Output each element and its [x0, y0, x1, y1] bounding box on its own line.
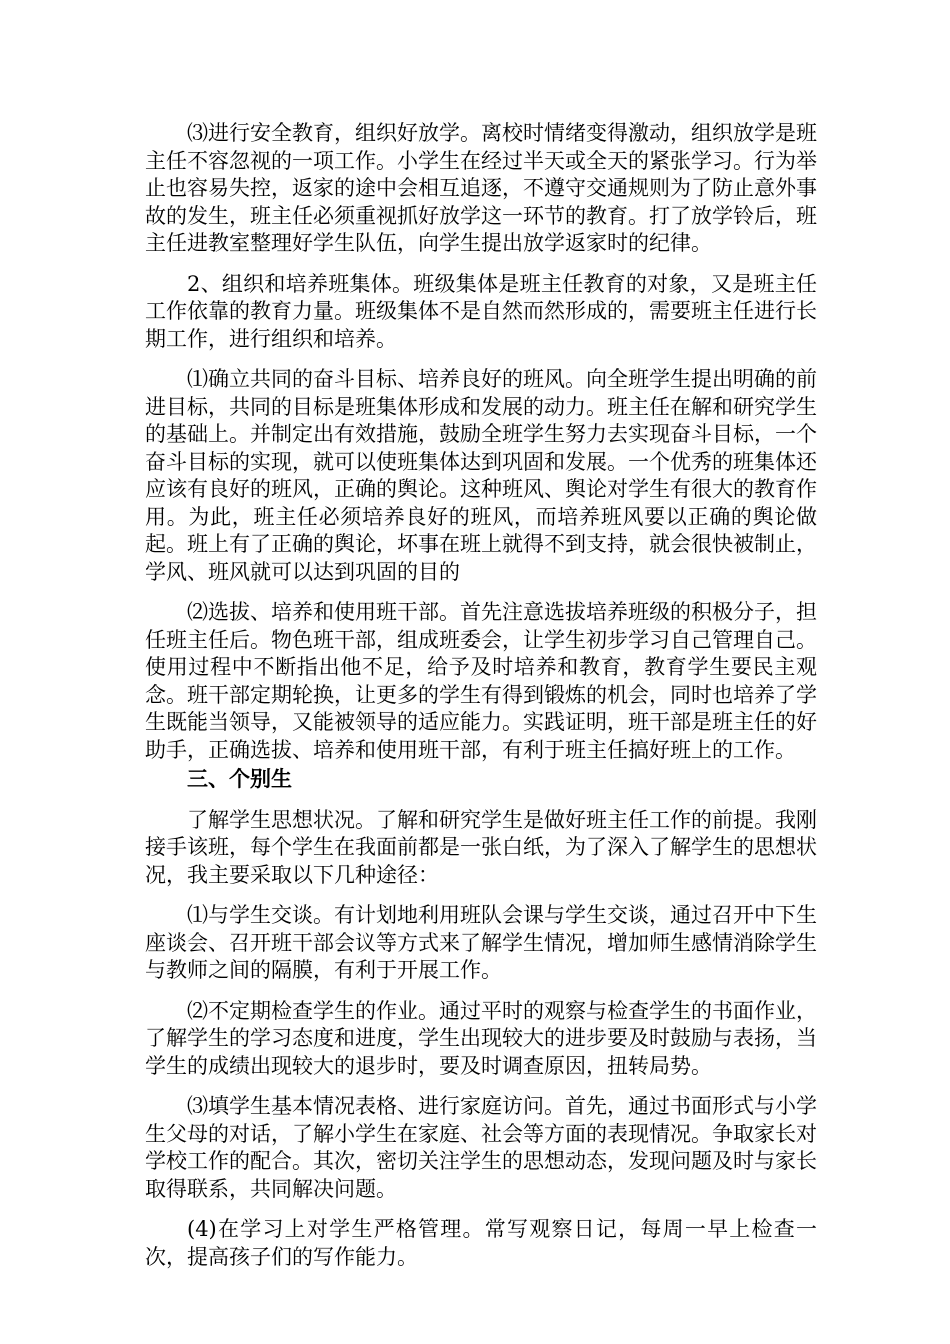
paragraph-safety-education: ⑶进行安全教育，组织好放学。离校时情绪变得激动，组织放学是班主任不容忽视的一项工作。小学生在经过半天或全天的紧张学习。行为举止也容易失控，返家的途中会相互追逐，不遵守交通规则为了防止意外事故的发生，班主任必须重视抓好放学这一环节的教育。打了放学铃后，班主任进教室整理好学生队伍，向学生提出放学返家时的纪律。: [145, 121, 817, 255]
paragraph-common-goal: ⑴确立共同的奋斗目标、培养良好的班风。向全班学生提出明确的前进目标，共同的目标是班集体形成和发展的动力。班主任在解和研究学生的基础上。并制定出有效措施，鼓励全班学生努力去实现奋斗目标，一个奋斗目标的实现，就可以使班集体达到巩固和发展。一个优秀的班集体还应该有良好的班风，正确的舆论。这种班风、舆论对学生有很大的教育作用。为此，班主任必须培养良好的班风，而培养班风要以正确的舆论做起。班上有了正确的舆论，坏事在班上就得不到支持，就会很快被制止，学风、班风就可以达到巩固的目的: [145, 367, 817, 584]
section-heading: 三、个别生: [187, 767, 292, 791]
document-page: [145, 120, 817, 1271]
paragraph-strict-management: (4)在学习上对学生严格管理。常写观察日记，每周一早上检查一次，提高孩子们的写作能力。: [145, 1217, 817, 1269]
paragraph-class-collective: 2、组织和培养班集体。班级集体是班主任教育的对象，又是班主任工作依靠的教育力量。班级集体不是自然而然形成的，需要班主任进行长期工作，进行组织和培养。: [145, 271, 817, 351]
paragraph-talk-with-students: ⑴与学生交谈。有计划地利用班队会课与学生交谈，通过召开中下生座谈会、召开班干部会议等方式来了解学生情况，增加师生感情消除学生与教师之间的隔膜，有利于开展工作。: [145, 903, 817, 982]
paragraph-home-visits: ⑶填学生基本情况表格、进行家庭访问。首先，通过书面形式与小学生父母的对话，了解小学生在家庭、社会等方面的表现情况。争取家长对学校工作的配合。其次，密切关注学生的思想动态，发现问题及时与家长取得联系，共同解决问题。: [145, 1094, 817, 1201]
paragraph-class-cadres: ⑵选拔、培养和使用班干部。首先注意选拔培养班级的积极分子，担任班主任后。物色班干部，组成班委会，让学生初步学习自己管理自己。使用过程中不断指出他不足，给予及时培养和教育，教育学生要民主观念。班干部定期轮换，让更多的学生有得到锻炼的机会，同时也培养了学生既能当领导，又能被领导的适应能力。实践证明，班干部是班主任的好助手，正确选拔、培养和使用班干部，有利于班主任搞好班上的工作。: [145, 600, 817, 762]
paragraph-understand-students: 了解学生思想状况。了解和研究学生是做好班主任工作的前提。我刚接手该班，每个学生在我面前都是一张白纸，为了深入了解学生的思想状况，我主要采取以下几种途径：: [145, 807, 817, 887]
paragraph-check-homework: ⑵不定期检查学生的作业。通过平时的观察与检查学生的书面作业，了解学生的学习态度和进度，学生出现较大的进步要及时鼓励与表扬，当学生的成绩出现较大的退步时，要及时调查原因，扭转局势。: [145, 998, 817, 1078]
